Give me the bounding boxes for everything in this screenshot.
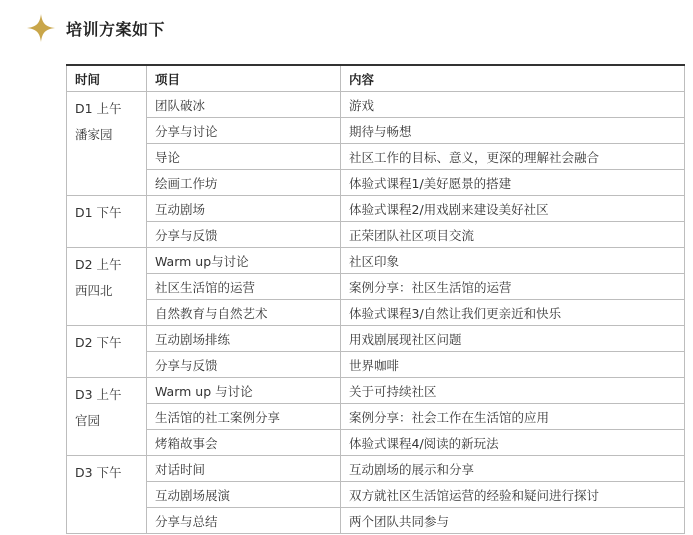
content-cell: 世界咖啡 <box>341 352 685 378</box>
item-cell: 互动剧场排练 <box>147 326 341 352</box>
table-row <box>67 430 685 456</box>
content-cell: 社区工作的目标、意义，更深的理解社会融合 <box>341 144 685 170</box>
item-cell: 绘画工作坊 <box>147 170 341 196</box>
item-cell: 分享与反馈 <box>147 352 341 378</box>
table-row <box>67 248 685 274</box>
column-header-item: 项目 <box>147 65 341 92</box>
section-header <box>26 12 165 44</box>
item-cell: 社区生活馆的运营 <box>147 274 341 300</box>
item-cell: 分享与总结 <box>147 508 341 534</box>
session-time-cell <box>67 326 147 378</box>
item-cell: 生活馆的社工案例分享 <box>147 404 341 430</box>
session-time: D3 上午 <box>75 387 122 402</box>
content-cell: 用戏剧展现社区问题 <box>341 326 685 352</box>
table-row <box>67 92 685 118</box>
table-row <box>67 456 685 482</box>
session-location: 潘家园 <box>75 127 113 142</box>
content-cell: 互动剧场的展示和分享 <box>341 456 685 482</box>
table-row <box>67 170 685 196</box>
item-cell: Warm up 与讨论 <box>147 378 341 404</box>
table-row <box>67 222 685 248</box>
table-row <box>67 404 685 430</box>
content-cell: 正荣团队社区项目交流 <box>341 222 685 248</box>
session-time: D3 下午 <box>75 465 122 480</box>
content-cell: 体验式课程1/美好愿景的搭建 <box>341 170 685 196</box>
table-row <box>67 378 685 404</box>
content-cell: 期待与畅想 <box>341 118 685 144</box>
table-row <box>67 352 685 378</box>
table-row <box>67 274 685 300</box>
content-cell: 双方就社区生活馆运营的经验和疑问进行探讨 <box>341 482 685 508</box>
item-cell: 导论 <box>147 144 341 170</box>
item-cell: 互动剧场展演 <box>147 482 341 508</box>
table-row <box>67 144 685 170</box>
item-cell: 烤箱故事会 <box>147 430 341 456</box>
session-time: D2 上午 <box>75 257 122 272</box>
session-time-cell <box>67 248 147 326</box>
content-cell: 体验式课程2/用戏剧来建设美好社区 <box>341 196 685 222</box>
table-row <box>67 118 685 144</box>
table-row <box>67 300 685 326</box>
item-cell: 对话时间 <box>147 456 341 482</box>
column-header-content: 内容 <box>341 65 685 92</box>
content-cell: 社区印象 <box>341 248 685 274</box>
page-title: 培训方案如下 <box>66 19 166 39</box>
session-time: D1 上午 <box>75 101 122 116</box>
item-cell: 团队破冰 <box>147 92 341 118</box>
content-cell: 两个团队共同参与 <box>341 508 685 534</box>
session-time-cell <box>67 92 147 196</box>
item-cell: 互动剧场 <box>147 196 341 222</box>
table-row <box>67 326 685 352</box>
training-schedule-table <box>66 64 685 534</box>
table-row <box>67 482 685 508</box>
column-header-time: 时间 <box>67 65 147 92</box>
table-row <box>67 196 685 222</box>
content-cell: 体验式课程3/自然让我们更亲近和快乐 <box>341 300 685 326</box>
content-cell: 关于可持续社区 <box>341 378 685 404</box>
content-cell: 体验式课程4/阅读的新玩法 <box>341 430 685 456</box>
session-time: D2 下午 <box>75 335 122 350</box>
content-cell: 案例分享：社区生活馆的运营 <box>341 274 685 300</box>
item-cell: 分享与讨论 <box>147 118 341 144</box>
session-time: D1 下午 <box>75 205 122 220</box>
sparkle-star-icon <box>26 13 56 43</box>
content-cell: 游戏 <box>341 92 685 118</box>
item-cell: 分享与反馈 <box>147 222 341 248</box>
session-location: 西四北 <box>75 283 113 298</box>
item-cell: 自然教育与自然艺术 <box>147 300 341 326</box>
session-time-cell <box>67 378 147 456</box>
table-row <box>67 508 685 534</box>
sparkle-star-shape <box>27 14 55 42</box>
session-time-cell <box>67 456 147 534</box>
content-cell: 案例分享：社会工作在生活馆的应用 <box>341 404 685 430</box>
table-header-row <box>67 65 685 92</box>
session-time-cell <box>67 196 147 248</box>
session-location: 官园 <box>75 413 101 428</box>
item-cell: Warm up与讨论 <box>147 248 341 274</box>
